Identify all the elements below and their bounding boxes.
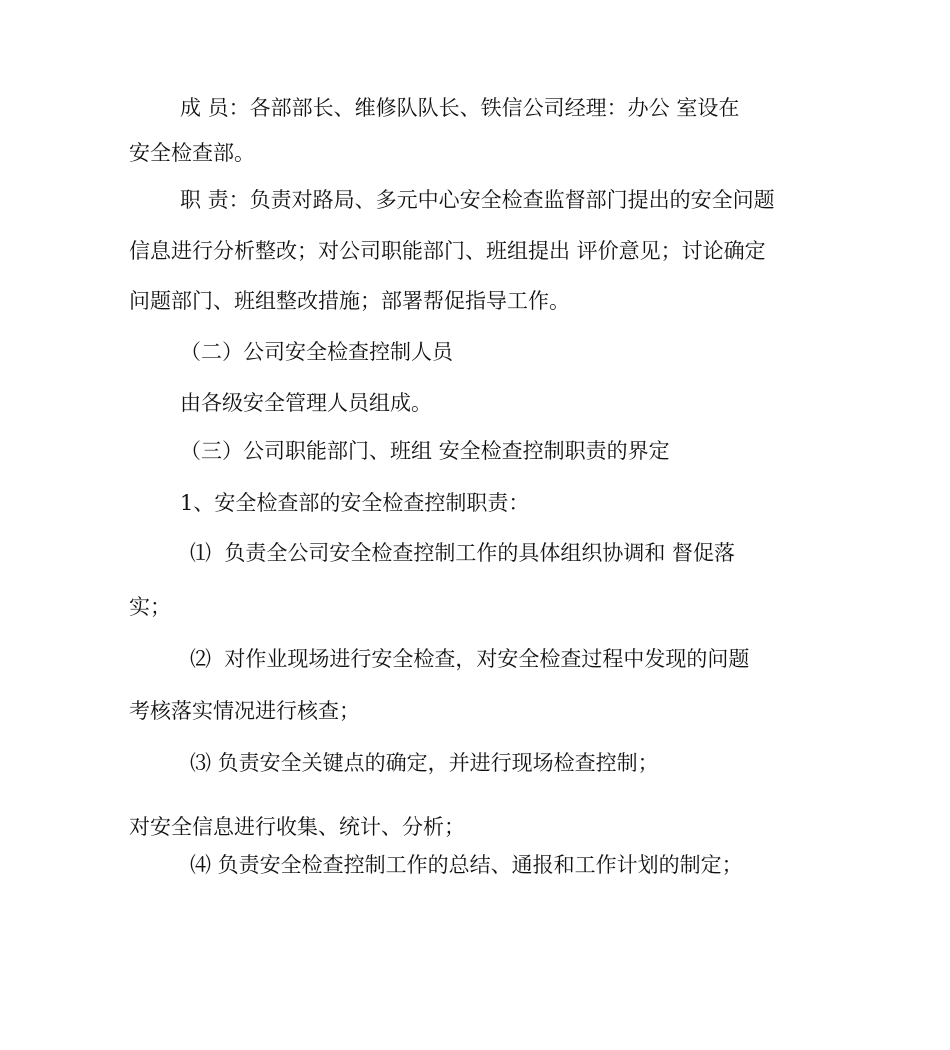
list-item: ⑷ 负责安全检查控制工作的总结、通报和工作计划的制定； [190,853,743,877]
subsection-heading: 1、安全检查部的安全检查控制职责： [180,491,530,515]
text-line: 成 员：各部部长、维修队队长、铁信公司经理：办公 室设在 [180,96,740,120]
text-line: 信息进行分析整改；对公司职能部门、班组提出 评价意见；讨论确定 [129,239,766,263]
text-line: 职 责：负责对路局、多元中心安全检查监督部门提出的安全问题 [180,188,775,212]
text-line: 实； [129,595,171,619]
list-item: ⑴ 负责全公司安全检查控制工作的具体组织协调和 督促落 [190,541,736,565]
text-line: 安全检查部。 [129,141,255,165]
section-heading: （三）公司职能部门、班组 安全检查控制职责的界定 [180,439,670,463]
text-line: 考核落实情况进行核查； [129,699,360,723]
text-line: 对安全信息进行收集、统计、分析； [129,815,465,839]
text-line: 由各级安全管理人员组成。 [180,391,432,415]
section-heading: （二）公司安全检查控制人员 [180,340,453,364]
text-line: 问题部门、班组整改措施；部署帮促指导工作。 [129,289,570,313]
list-item: ⑵ 对作业现场进行安全检查，对安全检查过程中发现的问题 [190,647,750,671]
list-item: ⑶ 负责安全关键点的确定，并进行现场检查控制； [190,751,659,775]
